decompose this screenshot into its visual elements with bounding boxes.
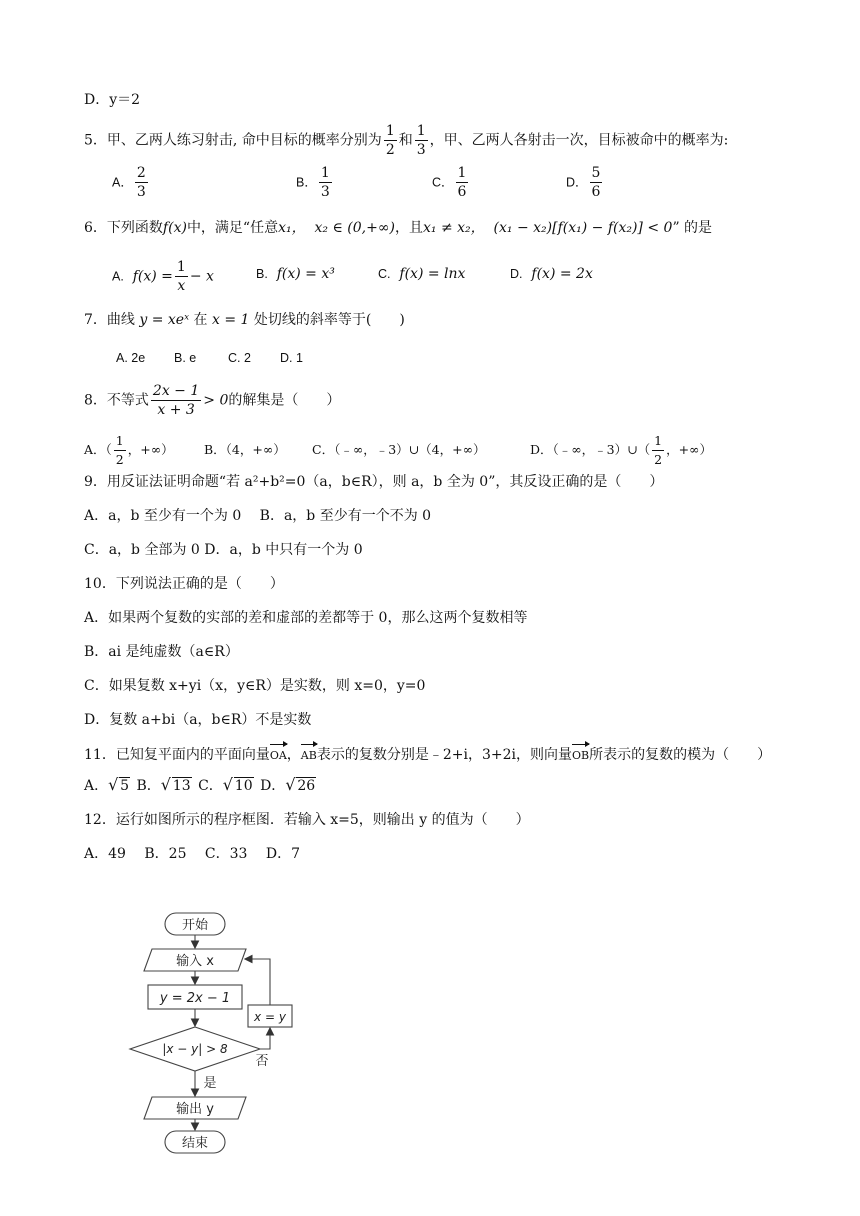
q5-prefix: 5．甲、乙两人练习射击, 命中目标的概率分别为 xyxy=(84,132,382,149)
question-12: 12．运行如图所示的程序框图．若输入 x=5，则输出 y 的值为（ ） xyxy=(84,812,530,828)
q8-option-d: D．（﹣∞，﹣3）∪（ $\frac{1}{2}$ ，+∞） xyxy=(530,433,712,467)
question-10: 10．下列说法正确的是（ ） xyxy=(84,576,284,592)
vector-ob: OB xyxy=(572,742,589,766)
question-8: 8．不等式 $\frac{2x - 1}{x + 3}$ > 0的解集是（ ） xyxy=(84,383,341,418)
q7-option-b: B. e xyxy=(174,351,197,365)
q5-and: 和 xyxy=(398,132,413,149)
q11-options: A．√ 5 B．√ 13 C．√ 10 D．√ 26 xyxy=(84,776,318,796)
flow-end-label: 结束 xyxy=(181,1136,209,1151)
flow-input-label: 输入 x xyxy=(176,954,214,969)
q5-prob-2: $\frac{1}{3}$ xyxy=(416,123,426,158)
q5-option-b: B． $\frac{1}{3}$ xyxy=(296,165,330,200)
q6-option-d: D. f(x) = 2x xyxy=(510,266,593,282)
q5-suffix: ，甲、乙两人各射击一次，目标被命中的概率为: xyxy=(429,132,729,149)
question-5 xyxy=(84,122,728,159)
flow-assign-x-label: x = y xyxy=(254,1010,286,1024)
q10-option-c: C．如果复数 x+yi（x，y∈R）是实数，则 x=0，y=0 xyxy=(84,678,426,694)
q5-option-a: A． $\frac{2}{3}$ xyxy=(112,165,146,200)
question-9: 9．用反证法证明命题“若 a²+b²=0（a，b∈R），则 a，b 全为 0”，其反设正确的是（ ） xyxy=(84,474,664,490)
q8-option-b: B．（4，+∞） xyxy=(204,442,286,457)
flow-start-label: 开始 xyxy=(181,918,209,933)
q12-options: A．49 B．25 C．33 D．7 xyxy=(84,846,301,862)
q9-options-cd: C．a，b 全部为 0 D．a，b 中只有一个为 0 xyxy=(84,542,363,558)
q6-option-a: A. f(x) = $\frac{1}{x}$ − x xyxy=(112,259,214,294)
question-11: 11．已知复平面内的平面向量OA，AB表示的复数分别是﹣2+i，3+2i，则向量OB所表示的复数的模为（ ） xyxy=(84,742,771,766)
flow-no-label: 否 xyxy=(255,1054,269,1069)
question-6: 6．下列函数f(x)中，满足“任意x₁， x₂ ∈ (0,+∞)，且x₁ ≠ x₂， (x₁ − x₂)[f(x₁) − f(x₂)] < 0” 的是 xyxy=(84,220,713,236)
flow-assign-y-label: y = 2x − 1 xyxy=(159,991,231,1006)
vector-oa: OA xyxy=(270,742,287,766)
flow-output-label: 输出 y xyxy=(176,1102,214,1117)
q5-option-d: D． $\frac{5}{6}$ xyxy=(566,165,601,200)
vector-ab: AB xyxy=(301,742,317,766)
q8-fraction: $\frac{2x - 1}{x + 3}$ xyxy=(152,383,200,418)
q7-option-c: C. 2 xyxy=(228,351,251,365)
q6-option-c: C. f(x) = lnx xyxy=(378,266,466,282)
q7-option-d: D. 1 xyxy=(280,351,303,365)
q10-option-a: A．如果两个复数的实部的差和虚部的差都等于 0，那么这两个复数相等 xyxy=(84,610,528,626)
program-flowchart xyxy=(120,905,300,1155)
q8-option-a: A．（ $\frac{1}{2}$ ，+∞） xyxy=(84,433,174,467)
q9-options-ab: A．a，b 至少有一个为 0 B．a，b 至少有一个不为 0 xyxy=(84,508,432,524)
question-7: 7．曲线 y = xeˣ 在 x = 1 处切线的斜率等于( ) xyxy=(84,312,405,328)
q10-option-b: B．ai 是纯虚数（a∈R） xyxy=(84,644,239,660)
q8-option-c: C．（﹣∞，﹣3）∪（4，+∞） xyxy=(312,442,486,457)
q4-option-d: D．y＝2 xyxy=(84,92,141,108)
q6-option-b: B. f(x) = x³ xyxy=(256,266,335,282)
flow-yes-label: 是 xyxy=(203,1076,217,1091)
q7-option-a: A. 2e xyxy=(116,351,146,365)
q5-prob-1: $\frac{1}{2}$ xyxy=(385,123,395,158)
flow-condition-label: |x − y| > 8 xyxy=(162,1042,228,1056)
q5-option-c: C． $\frac{1}{6}$ xyxy=(432,165,467,200)
q10-option-d: D．复数 a+bi（a，b∈R）不是实数 xyxy=(84,712,312,728)
